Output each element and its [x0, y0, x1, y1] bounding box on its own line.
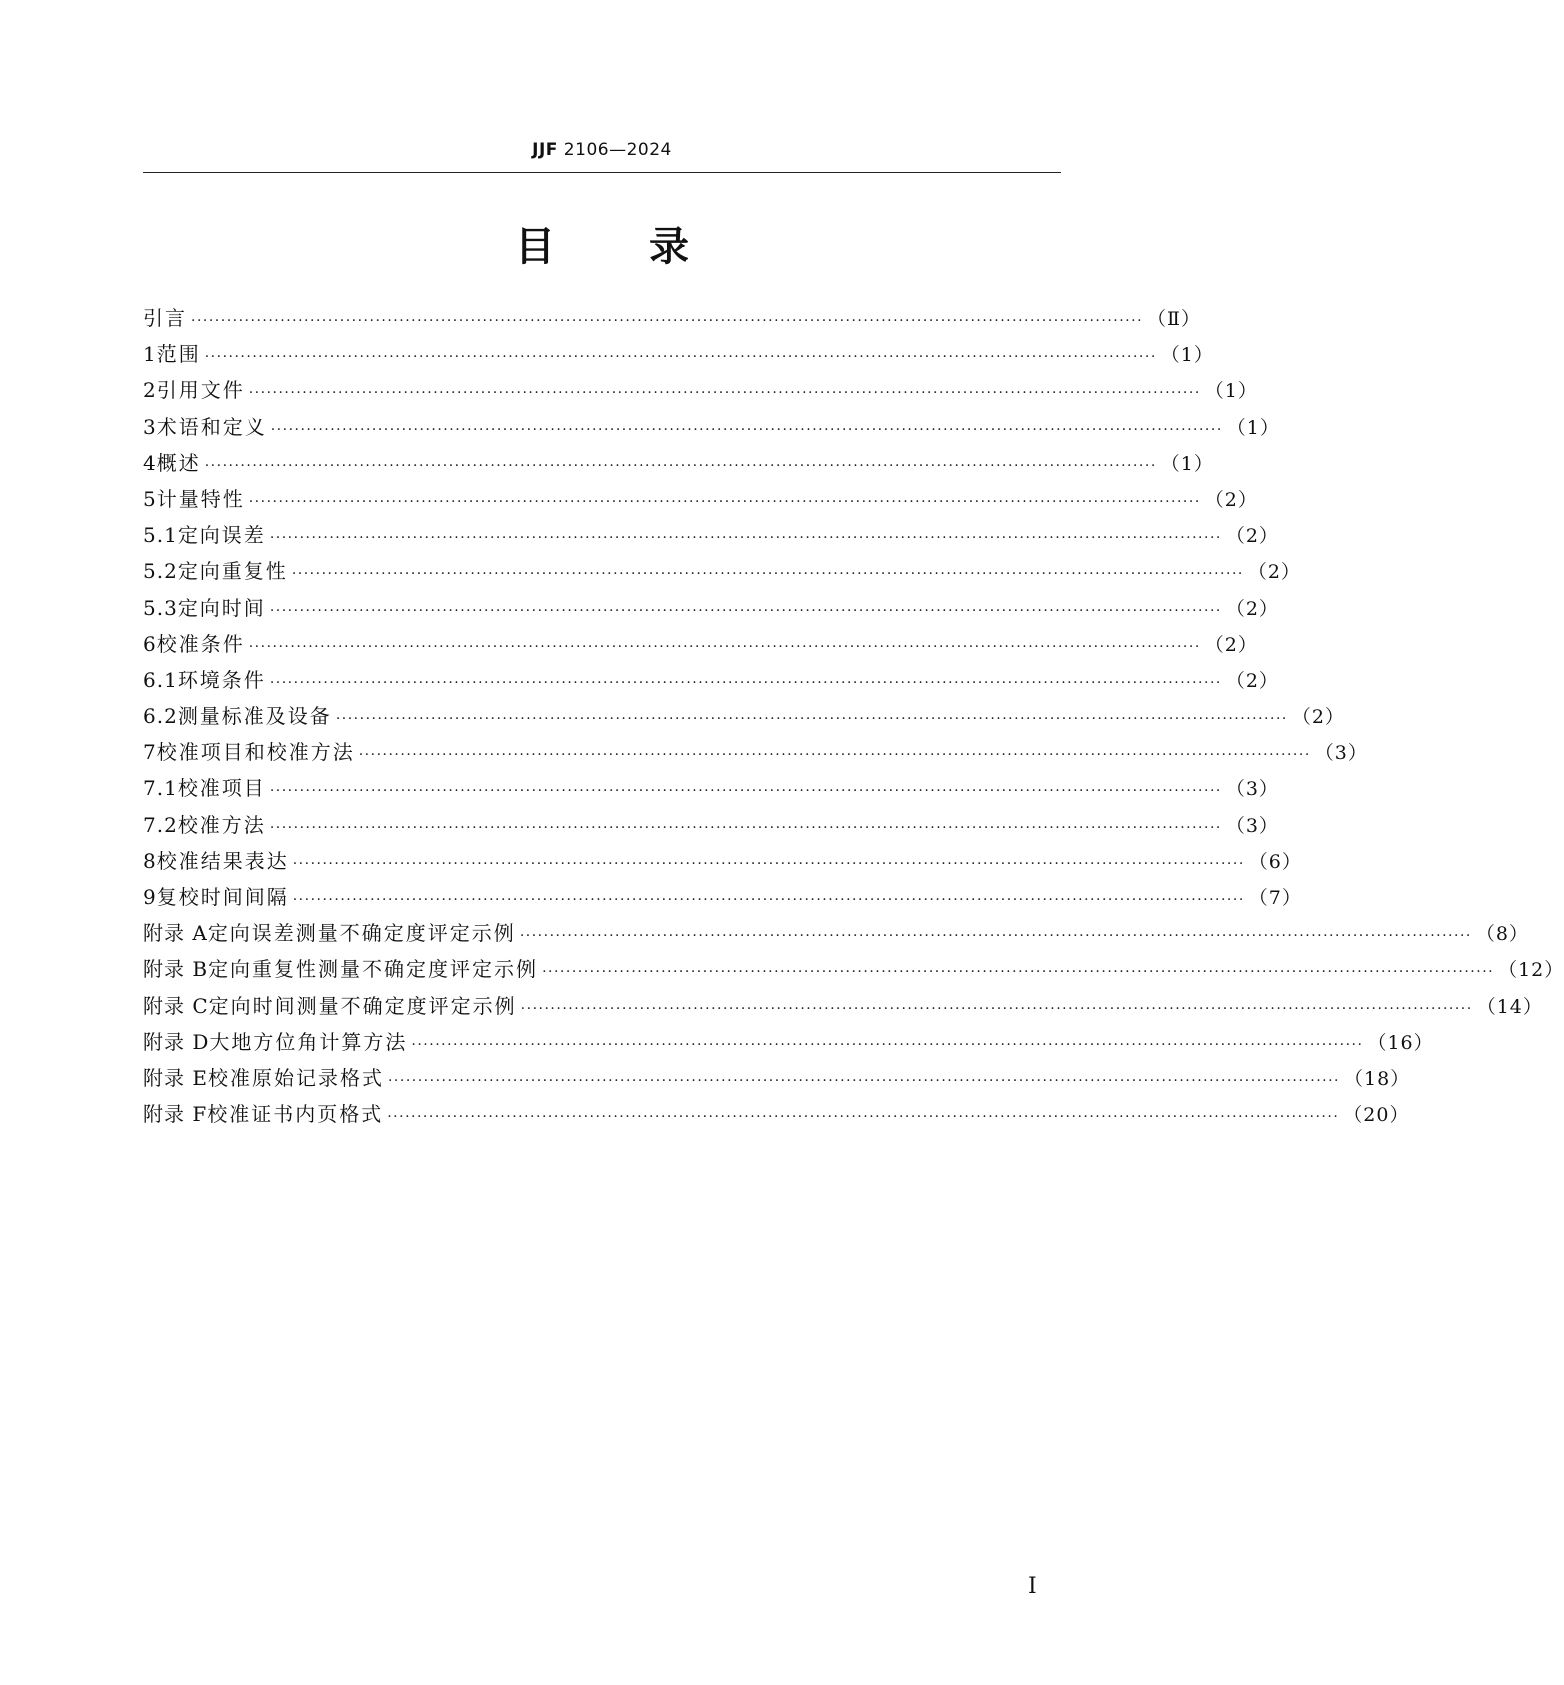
toc-entry[interactable]	[143, 809, 1279, 845]
toc-entry-page: （1）	[1160, 452, 1214, 475]
toc-entry-page: （20）	[1343, 1104, 1410, 1127]
toc-entry[interactable]	[143, 592, 1279, 628]
toc-entry-page: （3）	[1314, 742, 1368, 765]
toc-leader-dots: ································································································································································	[204, 349, 1157, 366]
toc-entry-page: （2）	[1204, 633, 1258, 656]
toc-entry-number: 1	[143, 342, 157, 367]
toc-entry[interactable]	[143, 519, 1279, 555]
toc-entry-number: 5.1	[143, 523, 178, 548]
toc-leader-dots: ································································································································································	[269, 602, 1222, 619]
toc-entry-page: （1）	[1226, 416, 1280, 439]
document-code-prefix: JJF	[532, 140, 558, 160]
toc-entry-number: 6.2	[143, 704, 178, 729]
toc-leader-dots: ································································································································································	[191, 313, 1144, 329]
toc-entry[interactable]	[143, 917, 1529, 953]
toc-leader-dots: ································································································································································	[292, 855, 1245, 872]
toc-entry-page: （1）	[1160, 344, 1214, 367]
toc-entry[interactable]	[143, 302, 1201, 338]
toc-entry-label: 定向误差测量不确定度评定示例	[207, 921, 516, 946]
toc-entry-number: 6.1	[143, 667, 178, 692]
table-of-contents	[143, 302, 1564, 1134]
toc-leader-dots: ································································································································································	[387, 1072, 1340, 1089]
toc-leader-dots: ································································································································································	[269, 674, 1222, 691]
toc-entry-number: 附录 B	[143, 957, 209, 982]
page-title: 目录	[515, 224, 783, 270]
toc-entry-page: （3）	[1225, 778, 1279, 801]
toc-leader-dots: ································································································································································	[204, 457, 1157, 474]
toc-entry[interactable]	[143, 736, 1368, 772]
toc-entry-label: 定向重复性测量不确定度评定示例	[208, 957, 539, 982]
toc-leader-dots: ································································································································································	[292, 892, 1245, 908]
toc-entry-page: （Ⅱ）	[1147, 308, 1201, 330]
toc-entry[interactable]	[143, 1062, 1411, 1098]
page-number: I	[1028, 1574, 1037, 1599]
toc-entry-number: 附录 E	[143, 1065, 208, 1090]
toc-entry[interactable]	[143, 953, 1564, 989]
toc-entry-number: 附录 D	[143, 1029, 210, 1054]
toc-entry[interactable]	[143, 447, 1214, 483]
toc-entry-number: 8	[143, 848, 157, 873]
toc-leader-dots: ································································································································································	[358, 747, 1311, 764]
toc-leader-dots: ································································································································································	[248, 385, 1201, 402]
toc-leader-dots: ································································································································································	[520, 1000, 1473, 1017]
toc-entry-page: （7）	[1248, 887, 1302, 909]
toc-entry-number: 4	[143, 450, 157, 475]
toc-entry-label: 定向时间测量不确定度评定示例	[208, 993, 517, 1018]
toc-entry[interactable]	[143, 1098, 1410, 1134]
toc-leader-dots: ································································································································································	[269, 819, 1222, 836]
toc-entry-number: 7	[143, 740, 157, 765]
toc-entry-label: 计量特性	[156, 486, 245, 511]
toc-entry-page: （16）	[1367, 1031, 1434, 1054]
toc-entry-label: 校准证书内页格式	[207, 1102, 384, 1127]
toc-entry-number: 6	[143, 631, 157, 656]
toc-entry[interactable]	[143, 374, 1258, 410]
toc-entry-label: 概述	[156, 450, 201, 475]
toc-entry[interactable]	[143, 338, 1214, 374]
toc-leader-dots: ································································································································································	[411, 1036, 1364, 1053]
toc-entry-label: 引言	[143, 306, 187, 330]
toc-entry-label: 定向重复性	[177, 559, 288, 584]
header-divider	[143, 172, 1061, 173]
toc-entry[interactable]	[143, 483, 1258, 519]
toc-entry-number: 7.2	[143, 812, 178, 837]
toc-entry-page: （1）	[1204, 380, 1258, 403]
toc-entry[interactable]	[143, 411, 1280, 447]
toc-entry-page: （2）	[1291, 706, 1345, 729]
toc-entry-label: 大地方位角计算方法	[209, 1029, 408, 1054]
toc-entry-number: 7.1	[143, 776, 178, 801]
toc-entry-number: 附录 A	[143, 921, 208, 946]
toc-entry-page: （18）	[1344, 1067, 1411, 1090]
toc-entry-number: 5.2	[143, 559, 178, 584]
toc-entry-number: 3	[143, 414, 157, 439]
toc-entry[interactable]	[143, 881, 1302, 917]
toc-entry[interactable]	[143, 664, 1279, 700]
toc-entry[interactable]	[143, 1026, 1434, 1062]
toc-entry-label: 校准项目和校准方法	[156, 740, 355, 765]
document-code-number: 2106—2024	[557, 140, 672, 160]
toc-entry-number: 5.3	[143, 595, 178, 620]
toc-entry-label: 定向误差	[177, 523, 266, 548]
toc-entry-page: （2）	[1225, 669, 1279, 692]
toc-entry-page: （12）	[1498, 959, 1564, 982]
toc-entry[interactable]	[143, 990, 1543, 1026]
toc-entry-label: 校准结果表达	[156, 848, 289, 873]
document-code-header	[143, 140, 1061, 160]
toc-entry[interactable]	[143, 700, 1345, 736]
toc-entry-label: 定向时间	[177, 595, 266, 620]
toc-entry-page: （8）	[1475, 923, 1529, 946]
toc-entry-label: 复校时间间隔	[156, 885, 289, 909]
toc-entry-number: 2	[143, 378, 157, 403]
toc-entry-label: 环境条件	[177, 667, 266, 692]
toc-entry-label: 校准项目	[177, 776, 266, 801]
toc-entry-label: 校准原始记录格式	[207, 1065, 384, 1090]
toc-entry-label: 校准方法	[177, 812, 266, 837]
toc-entry-page: （14）	[1476, 995, 1543, 1018]
toc-entry-page: （2）	[1247, 561, 1301, 584]
toc-leader-dots: ································································································································································	[248, 493, 1201, 510]
toc-entry[interactable]	[143, 845, 1302, 881]
toc-entry-number: 9	[143, 885, 157, 909]
toc-leader-dots: ································································································································································	[291, 566, 1244, 583]
toc-entry-number: 5	[143, 486, 157, 511]
toc-entry-page: （2）	[1225, 597, 1279, 620]
toc-entry-label: 引用文件	[156, 378, 245, 403]
toc-leader-dots: ································································································································································	[387, 1109, 1340, 1126]
toc-leader-dots: ································································································································································	[269, 783, 1222, 800]
toc-entry-page: （2）	[1204, 488, 1258, 511]
toc-entry-label: 范围	[156, 342, 201, 367]
toc-entry-label: 校准条件	[156, 631, 245, 656]
toc-entry-label: 术语和定义	[156, 414, 267, 439]
toc-leader-dots: ································································································································································	[248, 638, 1201, 655]
toc-entry-number: 附录 C	[143, 993, 209, 1018]
toc-entry[interactable]	[143, 628, 1258, 664]
toc-entry-label: 测量标准及设备	[177, 704, 332, 729]
toc-leader-dots: ································································································································································	[335, 711, 1288, 728]
toc-entry-page: （3）	[1225, 814, 1279, 837]
toc-entry[interactable]	[143, 772, 1279, 808]
toc-leader-dots: ································································································································································	[519, 928, 1472, 945]
toc-leader-dots: ································································································································································	[542, 964, 1495, 981]
toc-leader-dots: ································································································································································	[270, 421, 1223, 438]
toc-entry[interactable]	[143, 555, 1301, 591]
toc-entry-page: （6）	[1248, 850, 1302, 873]
toc-entry-page: （2）	[1225, 525, 1279, 548]
toc-leader-dots: ································································································································································	[269, 530, 1222, 547]
toc-entry-number: 附录 F	[143, 1102, 208, 1127]
